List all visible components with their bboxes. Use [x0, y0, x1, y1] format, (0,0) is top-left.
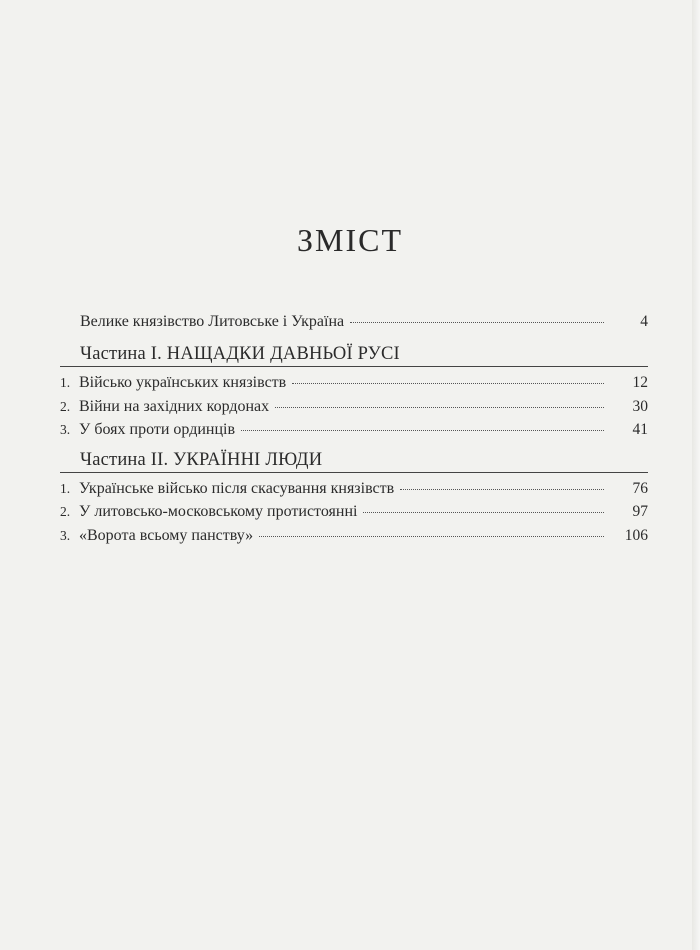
- toc-entry-number: 3.: [60, 422, 71, 437]
- toc-entry-number: 1.: [60, 375, 71, 390]
- toc-entry-page: 41: [632, 421, 648, 438]
- dot-leader: [350, 322, 604, 323]
- page-edge: [692, 0, 700, 950]
- toc-entry-label: Українське військо після скасування князівств: [79, 479, 395, 497]
- toc-entry-label: У боях проти ординців: [79, 421, 236, 438]
- toc-entry-label: Війни на західних кордонах: [79, 397, 270, 415]
- toc-entry-label: Військо українських князівств: [79, 374, 287, 391]
- toc-entry[interactable]: [60, 524, 648, 548]
- toc-entry-label: У литовсько-московському протистоянні: [79, 503, 358, 520]
- toc-entry-number: 2.: [60, 504, 71, 519]
- dot-leader: [400, 489, 604, 490]
- dot-leader: [363, 512, 604, 513]
- toc-entry-number: 1.: [60, 480, 71, 496]
- toc-part-label: Частина І. НАЩАДКИ ДАВНЬОЇ РУСІ: [80, 344, 400, 364]
- toc-part-1-heading[interactable]: [60, 336, 648, 367]
- toc-entry[interactable]: [60, 418, 648, 442]
- toc-entry-page: 4: [640, 313, 648, 330]
- toc-entry[interactable]: [60, 500, 648, 524]
- toc-entry-label: Велике князівство Литовське і Україна: [80, 313, 345, 330]
- page-title: ЗМІСТ: [296, 222, 404, 258]
- toc-part-label: Частина ІІ. УКРАЇННІ ЛЮДИ: [80, 449, 323, 470]
- dot-leader: [241, 430, 604, 431]
- toc-entry-page: 30: [632, 397, 648, 415]
- toc-entry-page: 12: [632, 374, 648, 391]
- dot-leader: [259, 536, 604, 537]
- toc-entry-page: 76: [632, 479, 648, 497]
- toc-part-2-heading[interactable]: [60, 442, 648, 473]
- toc-entry[interactable]: [60, 395, 648, 419]
- toc-entry[interactable]: [60, 477, 648, 501]
- toc-entry-number: 2.: [60, 398, 71, 414]
- toc-entry-page: 97: [632, 503, 648, 520]
- toc-entry-number: 3.: [60, 527, 71, 543]
- toc-entry[interactable]: [60, 371, 648, 395]
- dot-leader: [275, 407, 604, 408]
- table-of-contents: [60, 310, 648, 547]
- dot-leader: [292, 383, 604, 384]
- toc-entry-page: 106: [624, 526, 648, 544]
- toc-entry-intro[interactable]: [60, 310, 648, 336]
- toc-entry-label: «Ворота всьому панству»: [79, 526, 254, 544]
